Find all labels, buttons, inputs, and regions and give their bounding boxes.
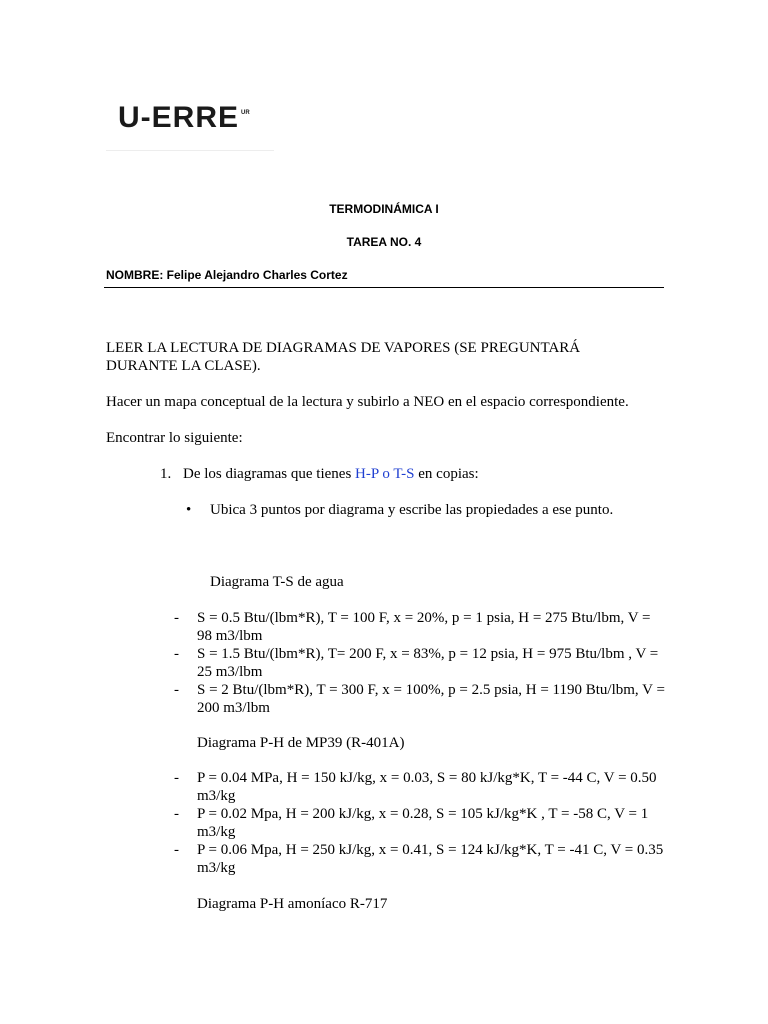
diagram-title-ts-agua: Diagrama T-S de agua <box>210 574 344 590</box>
diagram-point: P = 0.06 Mpa, H = 250 kJ/kg, x = 0.41, S = 124 kJ/kg*K, T = -41 C, V = 0.35 m3/kg <box>197 842 664 876</box>
course-title: TERMODINÁMICA I <box>329 202 439 216</box>
diagram-point: P = 0.02 Mpa, H = 200 kJ/kg, x = 0.28, S = 105 kJ/kg*K , T = -58 C, V = 1 m3/kg <box>197 806 649 840</box>
diagram-point: S = 0.5 Btu/(lbm*R), T = 100 F, x = 20%, p = 1 psia, H = 275 Btu/lbm, V = 98 m3/lbm <box>197 610 651 644</box>
student-name: NOMBRE: Felipe Alejandro Charles Cortez <box>106 268 348 282</box>
list-number-1: 1. <box>160 466 172 482</box>
diagram-title-ph-mp39: Diagrama P-H de MP39 (R-401A) <box>197 735 405 751</box>
diagram-point: S = 1.5 Btu/(lbm*R), T= 200 F, x = 83%, p = 12 psia, H = 975 Btu/lbm , V = 25 m3/lbm <box>197 646 659 680</box>
list-item-1 <box>183 465 479 483</box>
diagram-point: S = 2 Btu/(lbm*R), T = 300 F, x = 100%, p = 2.5 psia, H = 1190 Btu/lbm, V = 200 m3/lbm <box>197 682 665 716</box>
dash-marker: - <box>174 682 179 698</box>
find-instruction: Encontrar lo siguiente: <box>106 430 243 446</box>
reading-instruction: LEER LA LECTURA DE DIAGRAMAS DE VAPORES (SE PREGUNTARÁ DURANTE LA CLASE). <box>106 340 581 374</box>
concept-map-instruction: Hacer un mapa conceptual de la lectura y subirlo a NEO en el espacio correspondiente. <box>106 394 629 410</box>
dash-marker: - <box>174 842 179 858</box>
logo-registered-mark: UR <box>241 110 250 116</box>
bullet-item: Ubica 3 puntos por diagrama y escribe las propiedades a ese punto. <box>210 502 614 518</box>
diagram-types-highlight: H-P o T-S <box>355 466 415 482</box>
dash-marker: - <box>174 806 179 822</box>
list-item-1-prefix: De los diagramas que tienes <box>183 466 356 482</box>
logo-divider <box>106 150 274 151</box>
assignment-title: TAREA NO. 4 <box>346 235 422 249</box>
dash-marker: - <box>174 646 179 662</box>
dash-marker: - <box>174 610 179 626</box>
u-erre-logo <box>118 98 250 138</box>
list-item-1-suffix: en copias: <box>414 466 479 482</box>
dash-marker: - <box>174 770 179 786</box>
bullet-icon: • <box>186 502 192 518</box>
header-rule <box>104 287 664 288</box>
logo-text: U-ERRE <box>118 101 240 134</box>
diagram-point: P = 0.04 MPa, H = 150 kJ/kg, x = 0.03, S = 80 kJ/kg*K, T = -44 C, V = 0.50 m3/kg <box>197 770 657 804</box>
diagram-title-ph-amoniaco: Diagrama P-H amoníaco R-717 <box>197 896 388 912</box>
